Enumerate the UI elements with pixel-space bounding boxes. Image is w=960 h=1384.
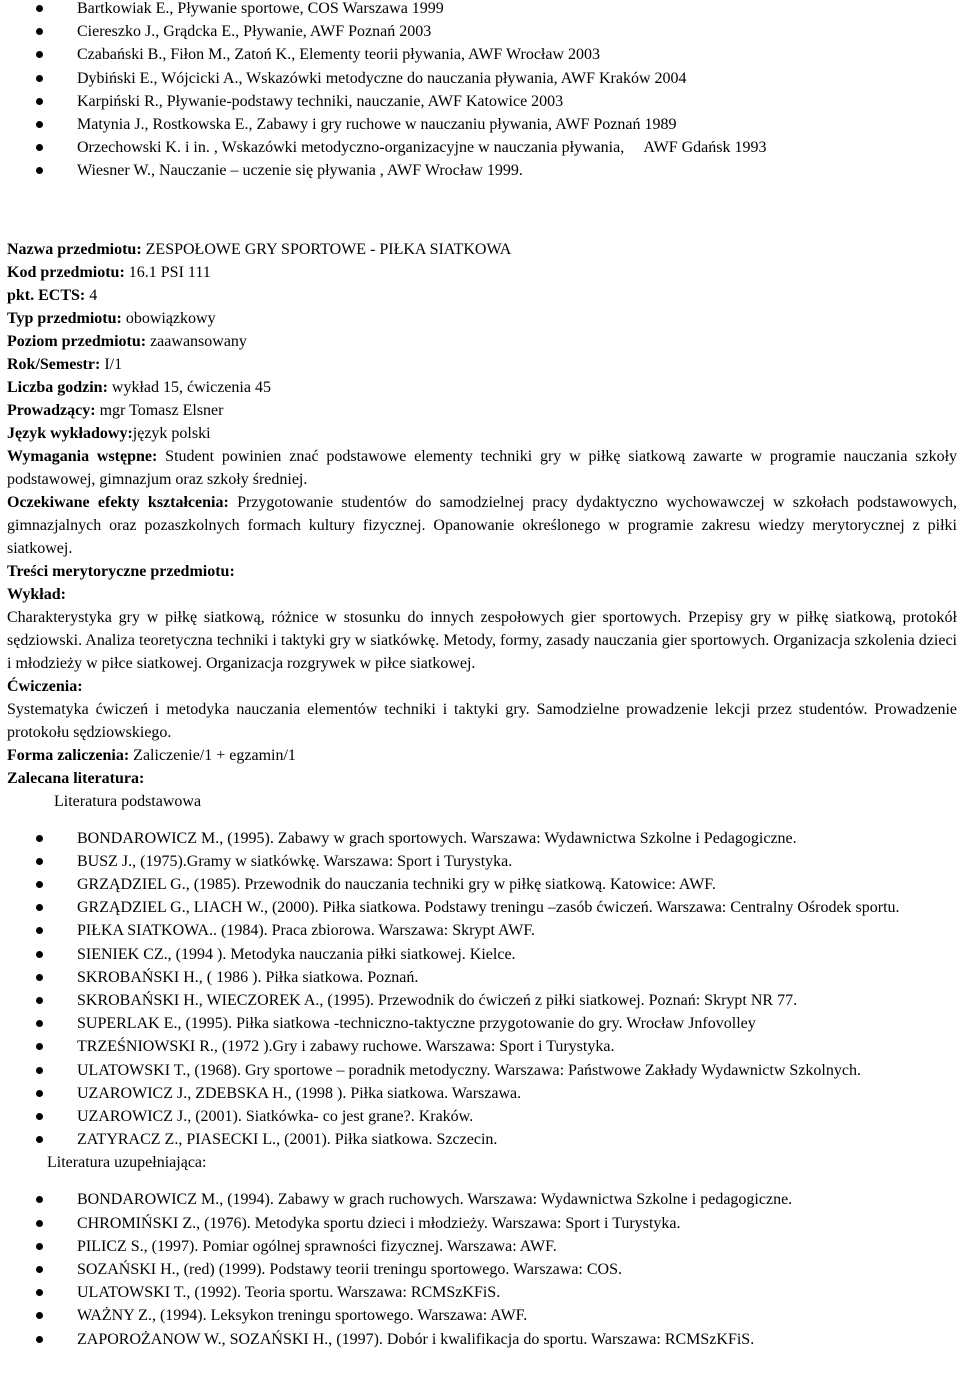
prerequisites-paragraph xyxy=(7,445,957,491)
swimming-references-list xyxy=(0,0,960,183)
lecturer-value: mgr Tomasz Elsner xyxy=(99,401,224,419)
list-item: Wiesner W., Nauczanie – uczenie się pływania , AWF Wrocław 1999. xyxy=(0,159,957,182)
course-type-line xyxy=(7,307,957,330)
exercises-heading: Ćwiczenia: xyxy=(7,677,83,695)
list-item: UZAROWICZ J., ZDEBSKA H., (1998 ). Piłka siatkowa. Warszawa. xyxy=(0,1082,957,1105)
list-item: ZATYRACZ Z., PIASECKI L., (2001). Piłka siatkowa. Szczecin. xyxy=(0,1128,957,1151)
list-item: ULATOWSKI T., (1992). Teoria sportu. Warszawa: RCMSzKFiS. xyxy=(0,1281,957,1304)
outcomes-text: Przygotowanie studentów do samodzielnej pracy dydaktyczno wychowawczej w szkołach podstawowych, gimnazjalnych oraz pozaszkolnych formach kultury fizycznej. Opanowanie określonego w programie zakresu wiedzy merytorycznej z piłki siatkowej. xyxy=(7,493,958,557)
content-heading: Treści merytoryczne przedmiotu: xyxy=(7,562,235,580)
list-item: BONDAROWICZ M., (1994). Zabawy w grach ruchowych. Warszawa: Wydawnictwa Szkolne i pedagogiczne. xyxy=(0,1188,957,1211)
list-item: SKROBAŃSKI H., ( 1986 ). Piłka siatkowa. Poznań. xyxy=(0,966,957,989)
list-item: SOZAŃSKI H., (red) (1999). Podstawy teorii treningu sportowego. Warszawa: COS. xyxy=(0,1258,957,1281)
year-semester-line xyxy=(7,353,957,376)
course-code-value: 16.1 PSI 111 xyxy=(128,263,211,281)
list-item: UZAROWICZ J., (2001). Siatkówka- co jest grane?. Kraków. xyxy=(0,1105,957,1128)
course-level-line xyxy=(7,330,957,353)
course-level-value: zaawansowany xyxy=(150,332,247,350)
list-item: Orzechowski K. i in. , Wskazówki metodyczno-organizacyjne w nauczania pływania, AWF Gdańsk 1993 xyxy=(0,136,957,159)
list-item: GRZĄDZIEL G., LIACH W., (2000). Piłka siatkowa. Podstawy treningu –zasób ćwiczeń. Warszawa: Centralny Ośrodek sportu. xyxy=(0,896,957,919)
course-code-line xyxy=(7,261,957,284)
course-name-line xyxy=(7,238,957,261)
list-item: SKROBAŃSKI H., WIECZOREK A., (1995). Przewodnik do ćwiczeń z piłki siatkowej. Poznań: Skrypt NR 77. xyxy=(0,989,957,1012)
ects-value: 4 xyxy=(89,286,98,304)
lecture-heading: Wykład: xyxy=(7,585,66,603)
hours-value: wykład 15, ćwiczenia 45 xyxy=(111,378,271,396)
language-value: język polski xyxy=(132,424,211,442)
course-code-label: Kod przedmiotu: xyxy=(7,263,125,281)
list-item: BONDAROWICZ M., (1995). Zabawy w grach sportowych. Warszawa: Wydawnictwa Szkolne i Pedagogiczne. xyxy=(0,827,957,850)
list-item: SIENIEK CZ., (1994 ). Metodyka nauczania piłki siatkowej. Kielce. xyxy=(0,943,957,966)
basic-literature-heading: Literatura podstawowa xyxy=(54,792,202,810)
list-item: SUPERLAK E., (1995). Piłka siatkowa -techniczno-taktyczne przygotowanie do gry. Wrocław Jnfovolley xyxy=(0,1012,957,1035)
course-type-value: obowiązkowy xyxy=(125,309,216,327)
assessment-line xyxy=(7,744,957,767)
course-name-label: Nazwa przedmiotu: xyxy=(7,240,142,258)
supplementary-literature-heading: Literatura uzupełniająca: xyxy=(47,1154,207,1172)
list-item: ULATOWSKI T., (1968). Gry sportowe – poradnik metodyczny. Warszawa: Państwowe Zakłady Wydawnictw Szkolnych. xyxy=(0,1059,957,1082)
year-semester-value: I/1 xyxy=(104,355,123,373)
list-item: Czabański B., Fiłon M., Zatoń K., Elementy teorii pływania, AWF Wrocław 2003 xyxy=(0,43,957,66)
lecture-text: Charakterystyka gry w piłkę siatkową, różnice w stosunku do innych zespołowych gier sportowych. Przepisy gry w piłkę siatkową, protokół sędziowski. Analiza teoretyczna techniki i taktyki gry w siatkówkę. Metody, formy, zasady nauczania gier sportowych. Organizacja szkolenia dzieci i młodzieży w piłce siatkowej. Organizacja rozgrywek w piłce siatkowej. xyxy=(7,608,957,672)
hours-line xyxy=(7,376,957,399)
assessment-label: Forma zaliczenia: xyxy=(7,746,130,764)
prerequisites-label: Wymagania wstępne: xyxy=(7,447,158,465)
list-item: GRZĄDZIEL G., (1985). Przewodnik do nauczania techniki gry w piłkę siatkową. Katowice: AWF. xyxy=(0,873,957,896)
assessment-value: Zaliczenie/1 + egzamin/1 xyxy=(133,746,296,764)
list-item: TRZEŚNIOWSKI R., (1972 ).Gry i zabawy ruchowe. Warszawa: Sport i Turystyka. xyxy=(0,1035,957,1058)
lecturer-label: Prowadzący: xyxy=(7,401,96,419)
list-item: ZAPOROŻANOW W., SOZAŃSKI H., (1997). Dobór i kwalifikacja do sportu. Warszawa: RCMSzKFiS. xyxy=(0,1328,957,1351)
list-item: Bartkowiak E., Pływanie sportowe, COS Warszawa 1999 xyxy=(0,0,957,20)
basic-literature-list xyxy=(0,827,960,1152)
supplementary-literature-list xyxy=(0,1188,960,1350)
ects-label: pkt. ECTS: xyxy=(7,286,86,304)
list-item: BUSZ J., (1975).Gramy w siatkówkę. Warszawa: Sport i Turystyka. xyxy=(0,850,957,873)
list-item: Ciereszko J., Grądcka E., Pływanie, AWF Poznań 2003 xyxy=(0,20,957,43)
hours-label: Liczba godzin: xyxy=(7,378,108,396)
course-name-value: ZESPOŁOWE GRY SPORTOWE - PIŁKA SIATKOWA xyxy=(145,240,512,258)
year-semester-label: Rok/Semestr: xyxy=(7,355,101,373)
list-item: PIŁKA SIATKOWA.. (1984). Praca zbiorowa. Warszawa: Skrypt AWF. xyxy=(0,919,957,942)
lecturer-line xyxy=(7,399,957,422)
exercises-text: Systematyka ćwiczeń i metodyka nauczania elementów techniki i taktyki gry. Samodzielne prowadzenie lekcji przez studentów. Prowadzenie protokołu sędziowskiego. xyxy=(7,700,957,741)
list-item: CHROMIŃSKI Z., (1976). Metodyka sportu dzieci i młodzieży. Warszawa: Sport i Turystyka. xyxy=(0,1212,957,1235)
course-info xyxy=(7,238,957,813)
course-type-label: Typ przedmiotu: xyxy=(7,309,122,327)
outcomes-paragraph xyxy=(7,491,957,560)
list-item: WAŻNY Z., (1994). Leksykon treningu sportowego. Warszawa: AWF. xyxy=(0,1304,957,1327)
list-item: Dybiński E., Wójcicki A., Wskazówki metodyczne do nauczania pływania, AWF Kraków 2004 xyxy=(0,67,957,90)
ects-line xyxy=(7,284,957,307)
course-level-label: Poziom przedmiotu: xyxy=(7,332,147,350)
literature-heading: Zalecana literatura: xyxy=(7,769,145,787)
language-line xyxy=(7,422,957,445)
list-item: Karpiński R., Pływanie-podstawy techniki, nauczanie, AWF Katowice 2003 xyxy=(0,90,957,113)
outcomes-label: Oczekiwane efekty kształcenia: xyxy=(7,493,229,511)
list-item: Matynia J., Rostkowska E., Zabawy i gry ruchowe w nauczaniu pływania, AWF Poznań 1989 xyxy=(0,113,957,136)
prerequisites-text: Student powinien znać podstawowe elementy techniki gry w piłkę siatkową zawarte w programie nauczania szkoły podstawowej, gimnazjum oraz szkoły średniej. xyxy=(7,447,958,488)
list-item: PILICZ S., (1997). Pomiar ogólnej sprawności fizycznej. Warszawa: AWF. xyxy=(0,1235,957,1258)
language-label: Język wykładowy: xyxy=(7,424,133,442)
